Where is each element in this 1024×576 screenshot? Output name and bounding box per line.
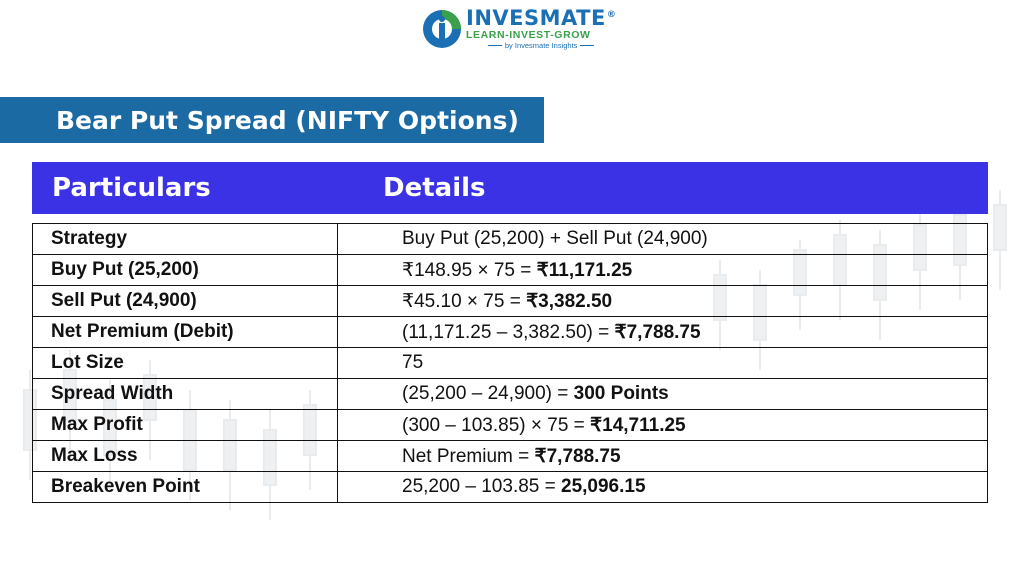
logo-byline-text: by Invesmate Insights	[504, 40, 578, 50]
row-value-text: Net Premium =	[402, 445, 535, 467]
row-value	[338, 224, 988, 255]
details-table	[32, 223, 988, 503]
row-value	[338, 348, 988, 379]
row-value-bold: ₹3,382.50	[526, 290, 613, 312]
table-row	[33, 472, 988, 503]
row-value	[338, 255, 988, 286]
row-label: Max Profit	[33, 410, 338, 441]
logo-tagline: LEARN-INVEST-GROW	[466, 29, 591, 41]
table-row	[33, 317, 988, 348]
page-title: Bear Put Spread (NIFTY Options)	[56, 105, 519, 135]
row-value-text: 25,200 – 103.85 =	[402, 476, 562, 497]
row-value-text: (300 – 103.85) × 75 =	[402, 414, 591, 436]
table-row	[33, 224, 988, 255]
header-details: Details	[383, 173, 486, 203]
row-value-text: ₹148.95 × 75 =	[402, 259, 537, 281]
row-value-bold: ₹7,788.75	[534, 445, 621, 467]
table-row	[33, 441, 988, 472]
row-value	[338, 317, 988, 348]
row-value-bold: ₹11,171.25	[536, 259, 633, 281]
row-label: Strategy	[33, 224, 338, 255]
invesmate-logo	[422, 8, 616, 49]
row-label: Net Premium (Debit)	[33, 317, 338, 348]
row-value-text: Buy Put (25,200) + Sell Put (24,900)	[402, 228, 708, 249]
title-banner	[0, 97, 544, 143]
row-value-text: 75	[402, 352, 424, 373]
row-value-text: (11,171.25 – 3,382.50) =	[402, 321, 615, 343]
row-label: Max Loss	[33, 441, 338, 472]
table-row	[33, 348, 988, 379]
row-value-bold: 300 Points	[573, 383, 669, 404]
row-label: Buy Put (25,200)	[33, 255, 338, 286]
row-value	[338, 410, 988, 441]
row-value	[338, 286, 988, 317]
row-label: Spread Width	[33, 379, 338, 410]
row-value	[338, 441, 988, 472]
row-value	[338, 379, 988, 410]
table-row	[33, 255, 988, 286]
logo-name: INVESMATE	[466, 6, 606, 30]
row-value-text: (25,200 – 24,900) =	[402, 383, 574, 404]
header-particulars: Particulars	[52, 173, 211, 203]
table-row	[33, 286, 988, 317]
row-value-bold: ₹14,711.25	[590, 414, 686, 436]
invesmate-logo-icon	[422, 9, 462, 49]
row-label: Sell Put (24,900)	[33, 286, 338, 317]
row-value-text: ₹45.10 × 75 =	[402, 290, 527, 312]
row-label: Lot Size	[33, 348, 338, 379]
logo-byline	[466, 42, 616, 50]
table-row	[33, 410, 988, 441]
row-value-bold: 25,096.15	[561, 476, 646, 497]
row-label: Breakeven Point	[33, 472, 338, 503]
table-row	[33, 379, 988, 410]
registered-mark: ®	[606, 10, 617, 20]
row-value-bold: ₹7,788.75	[614, 321, 701, 343]
row-value	[338, 472, 988, 503]
table-header-bar	[32, 162, 988, 214]
